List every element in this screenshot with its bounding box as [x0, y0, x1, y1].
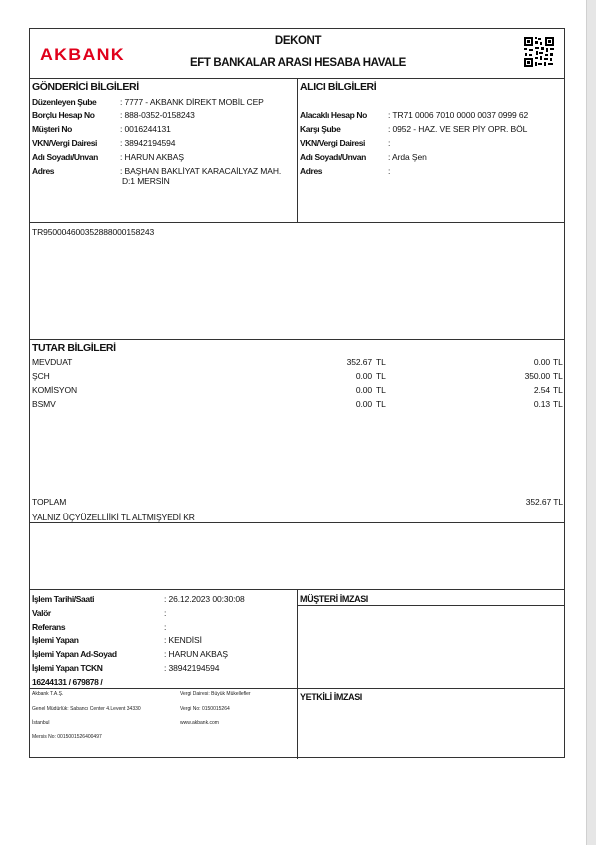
sender-field-name: Adı Soyadı/Unvan : HARUN AKBAŞ	[32, 152, 184, 162]
amount-row-currency1: TL	[376, 357, 386, 367]
footer-website: www.akbank.com	[180, 720, 219, 726]
footer-city: İstanbul	[32, 720, 50, 726]
document-subtitle: EFT BANKALAR ARASI HESABA HAVALE	[190, 57, 406, 69]
amount-row-value1: 0.00	[355, 371, 372, 381]
receipt-frame	[29, 28, 565, 758]
amount-row-currency1: TL	[376, 399, 386, 409]
amount-row-currency2: TL	[553, 357, 563, 367]
transaction-value-date-row: Valör :	[32, 608, 167, 618]
amount-row-value1: 352.67	[346, 357, 372, 367]
transaction-operator-tckn-row: İşlemi Yapan TCKN : 38942194594	[32, 663, 220, 673]
sender-field-branch: Düzenleyen Şube : 7777 - AKBANK DİREKT MOBİL CEP	[32, 97, 264, 107]
receiver-field-account: Alacaklı Hesap No : TR71 0006 7010 0000 0037 0999 62	[300, 110, 529, 120]
transaction-date-row: İşlem Tarihi/Saati : 26.12.2023 00:30:08	[32, 594, 245, 604]
customer-signature-label: MÜŞTERİ İMZASI	[300, 594, 368, 604]
sender-field-tax: VKN/Vergi Dairesi : 38942194594	[32, 138, 176, 148]
amounts-section-title: TUTAR BİLGİLERİ	[32, 342, 116, 354]
receiver-field-tax: VKN/Vergi Dairesi :	[300, 138, 391, 148]
receiver-field-name: Adı Soyadı/Unvan : Arda Şen	[300, 152, 427, 162]
receiver-section-title: ALICI BİLGİLERİ	[300, 81, 377, 93]
sender-field-customer-no: Müşteri No : 0016244131	[32, 124, 171, 134]
receiver-field-branch: Karşı Şube : 0952 - HAZ. VE SER PİY OPR. BÖL	[300, 124, 528, 134]
footer-tax-no: Vergi No: 0150015264	[180, 706, 230, 712]
amount-row-currency2: TL	[553, 385, 563, 395]
receiver-field-address: Adres :	[300, 166, 391, 176]
footer-address: Genel Müdürlük: Sabancı Center 4.Levent 34330	[32, 706, 141, 712]
authorized-signature-label: YETKİLİ İMZASI	[300, 692, 362, 702]
transaction-operator-name-row: İşlemi Yapan Ad-Soyad : HARUN AKBAŞ	[32, 649, 228, 659]
sender-field-account: Borçlu Hesap No : 888-0352-0158243	[32, 110, 195, 120]
footer-company: Akbank T.A.Ş.	[32, 691, 64, 697]
document-title: DEKONT	[274, 35, 322, 47]
amount-row-value1: 0.00	[355, 385, 372, 395]
amount-row-label: MEVDUAT	[32, 357, 73, 367]
total-label: TOPLAM	[32, 497, 67, 507]
vertical-scrollbar[interactable]	[586, 0, 596, 845]
transaction-code: 16244131 / 679878 /	[32, 677, 103, 687]
footer-tax-office: Vergi Dairesi: Büyük Mükellefler	[180, 691, 251, 697]
sender-section-title: GÖNDERİCİ BİLGİLERİ	[32, 81, 139, 93]
transaction-reference-row: Referans :	[32, 622, 167, 632]
sender-field-address: Adres : BAŞHAN BAKLİYAT KARACAİLYAZ MAH.	[32, 166, 282, 176]
amount-row-value2: 350.00	[524, 371, 550, 381]
amount-row-currency2: TL	[553, 399, 563, 409]
qr-code-icon	[523, 36, 555, 68]
total-value: 352.67 TL	[525, 497, 563, 507]
amount-row-label: BSMV	[32, 399, 56, 409]
amount-row-currency1: TL	[376, 371, 386, 381]
akbank-logo: AKBANK	[40, 45, 125, 64]
amount-row-value2: 0.13	[533, 399, 550, 409]
amount-row-value2: 0.00	[533, 357, 550, 367]
amount-row-value1: 0.00	[355, 399, 372, 409]
amount-row-label: KOMİSYON	[32, 385, 78, 395]
footer-mersis: Mersis No: 0015001526400497	[32, 734, 102, 740]
amount-row-currency2: TL	[553, 371, 563, 381]
transaction-description: TR950004600352888000158243	[32, 227, 155, 237]
sender-address-line2: D:1 MERSİN	[122, 176, 170, 186]
transaction-operator-row: İşlemi Yapan : KENDİSİ	[32, 635, 202, 645]
amount-in-words: YALNIZ ÜÇYÜZELLİİKİ TL ALTMIŞYEDİ KR	[32, 512, 195, 522]
amount-row-value2: 2.54	[533, 385, 550, 395]
amount-row-label: ŞCH	[32, 371, 50, 381]
amount-row-currency1: TL	[376, 385, 386, 395]
